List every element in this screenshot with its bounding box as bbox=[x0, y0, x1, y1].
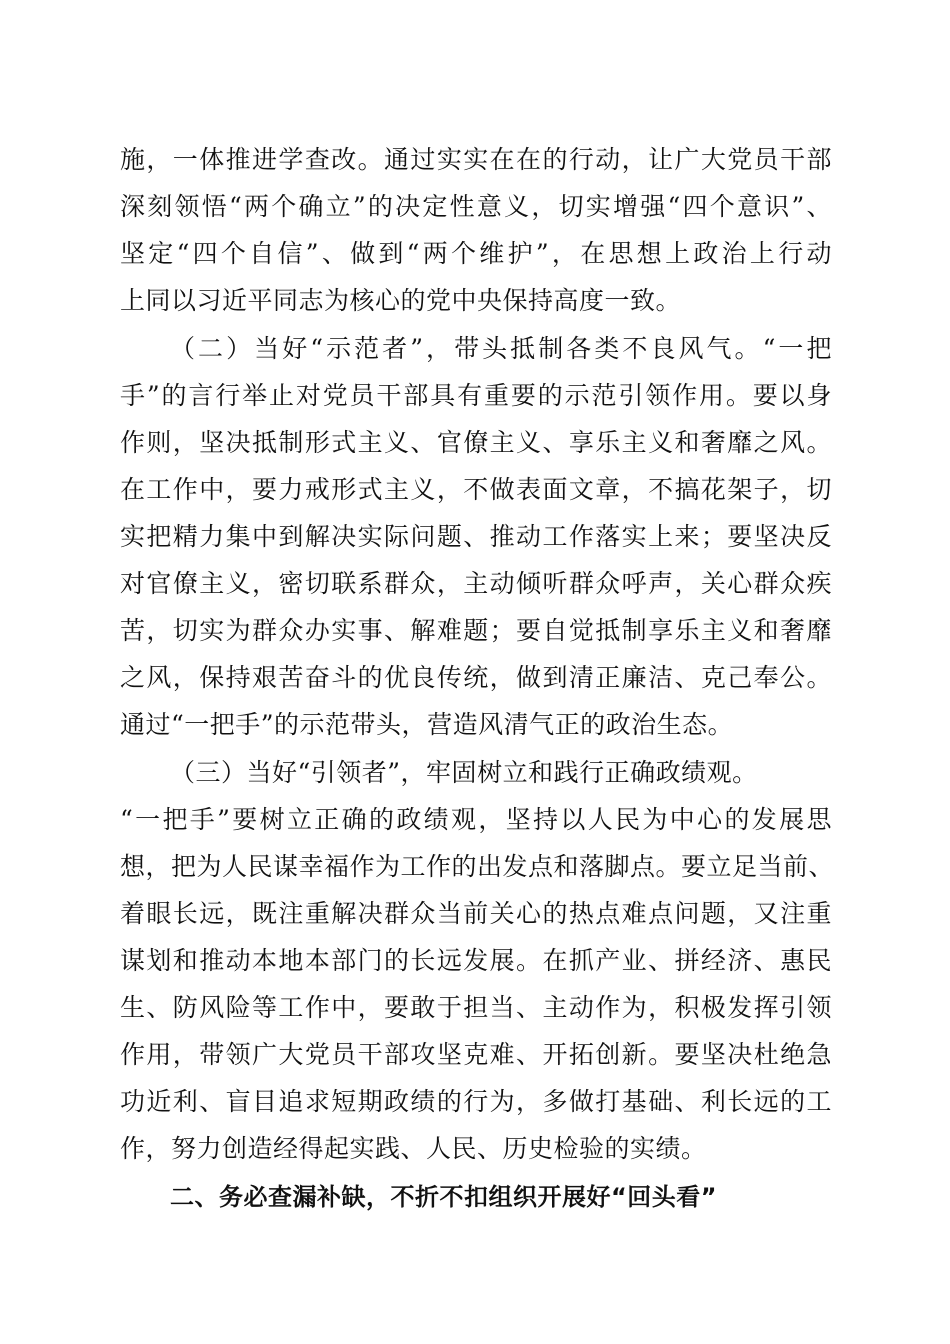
paragraph-2-line-5: 实把精力集中到解决实际问题、推动工作落实上来；要坚决反 bbox=[120, 522, 832, 551]
paragraph-2-line-9: 通过“一把手”的示范带头，营造风清气正的政治生态。 bbox=[120, 710, 734, 739]
paragraph-2-line-2: 手”的言行举止对党员干部具有重要的示范引领作用。要以身 bbox=[120, 381, 832, 410]
section-heading: 二、务必查漏补缺，不折不扣组织开展好“回头看” bbox=[170, 1183, 718, 1211]
paragraph-1-line-3: 坚定“四个自信”、做到“两个维护”，在思想上政治上行动 bbox=[120, 239, 832, 268]
paragraph-2-line-7: 苦，切实为群众办实事、解难题；要自觉抵制享乐主义和奢靡 bbox=[120, 616, 832, 645]
paragraph-3-line-9: 作，努力创造经得起实践、人民、历史检验的实绩。 bbox=[120, 1134, 707, 1163]
paragraph-2-line-6: 对官僚主义，密切联系群众，主动倾听群众呼声，关心群众疾 bbox=[120, 569, 832, 598]
paragraph-2-line-3: 作则，坚决抵制形式主义、官僚主义、享乐主义和奢靡之风。 bbox=[120, 428, 832, 457]
paragraph-3-line-2: “一把手”要树立正确的政绩观，坚持以人民为中心的发展思 bbox=[120, 805, 832, 834]
paragraph-3-line-5: 谋划和推动本地本部门的长远发展。在抓产业、拼经济、惠民 bbox=[120, 946, 832, 975]
paragraph-1-line-1: 施，一体推进学查改。通过实实在在的行动，让广大党员干部 bbox=[120, 145, 832, 174]
paragraph-2-line-1: （二）当好“示范者”，带头抵制各类不良风气。“一把 bbox=[170, 334, 832, 363]
paragraph-3-line-3: 想，把为人民谋幸福作为工作的出发点和落脚点。要立足当前、 bbox=[120, 852, 835, 881]
paragraph-1-line-4: 上同以习近平同志为核心的党中央保持高度一致。 bbox=[120, 286, 682, 315]
paragraph-3-line-7: 作用，带领广大党员干部攻坚克难、开拓创新。要坚决杜绝急 bbox=[120, 1040, 832, 1069]
paragraph-3-line-4: 着眼长远，既注重解决群众当前关心的热点难点问题，又注重 bbox=[120, 899, 832, 928]
paragraph-3-line-8: 功近利、盲目追求短期政绩的行为，多做打基础、利长远的工 bbox=[120, 1087, 832, 1116]
paragraph-1-line-2: 深刻领悟“两个确立”的决定性意义，切实增强“四个意识”、 bbox=[120, 192, 832, 221]
paragraph-2-line-4: 在工作中，要力戒形式主义，不做表面文章，不搞花架子，切 bbox=[120, 475, 832, 504]
paragraph-2-line-8: 之风，保持艰苦奋斗的优良传统，做到清正廉洁、克己奉公。 bbox=[120, 663, 832, 692]
paragraph-3-line-6: 生、防风险等工作中，要敢于担当、主动作为，积极发挥引领 bbox=[120, 993, 832, 1022]
paragraph-3-line-1: （三）当好“引领者”，牢固树立和践行正确政绩观。 bbox=[170, 758, 758, 787]
